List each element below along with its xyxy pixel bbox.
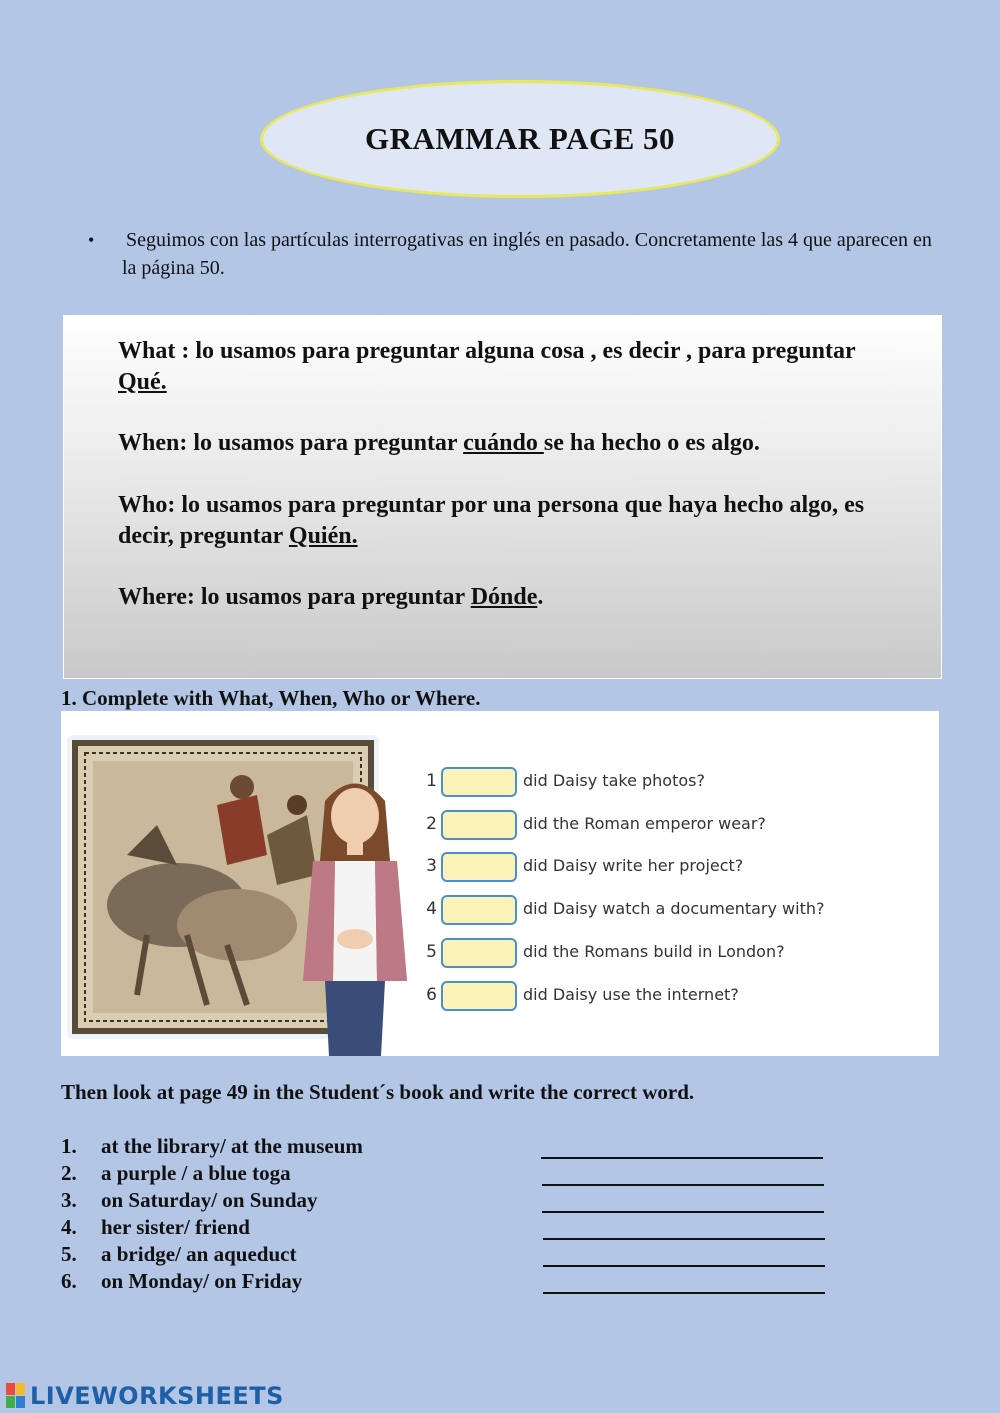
answer-input-3[interactable] [441,852,517,882]
grammar-explanation-box [63,315,942,679]
answer-input-6[interactable] [441,981,517,1011]
answer-input-1[interactable] [441,767,517,797]
keyword-que: Qué. [118,369,167,395]
exercise1-heading: 1. Complete with What, When, Who or Where. [61,686,481,710]
liveworksheets-logo-icon [6,1383,26,1409]
exercise1-panel: 1 did Daisy take photos? 2 did the Roman emperor wear? 3 did Daisy write her project? 4 did Daisy watch a documentary with? 5 did the Romans build in London? 6 did Daisy use the internet? [61,711,939,1056]
grammar-where: Where: lo usamos para preguntar Dónde. [118,584,544,610]
title-banner [260,80,780,198]
answer-line-1[interactable] [541,1157,823,1159]
keyword-quien: Quién. [288,523,358,549]
answer-line-4[interactable] [543,1238,825,1240]
answer-input-2[interactable] [441,810,517,840]
girl-student-image [295,771,415,1056]
liveworksheets-logo [6,1381,284,1411]
answer-input-4[interactable] [441,895,517,925]
grammar-when: When: lo usamos para preguntar cuándo se ha hecho o es algo. [118,430,760,456]
keyword-cuando: cuándo [463,430,544,456]
intro-paragraph [88,226,938,282]
answer-line-5[interactable] [543,1265,825,1267]
grammar-who: Who: lo usamos para preguntar por una persona que haya hecho algo, es decir, preguntar Quién. [118,492,865,549]
answer-input-5[interactable] [441,938,517,968]
answer-line-2[interactable] [542,1184,824,1186]
logo-text: LIVEWORKSHEETS [30,1382,284,1410]
exercise2-instruction: Then look at page 49 in the Student´s book and write the correct word. [61,1080,695,1104]
page-title: GRAMMAR PAGE 50 [365,121,675,156]
keyword-donde: Dónde [470,584,538,610]
bullet-icon: • [88,230,95,250]
grammar-what: What : lo usamos para preguntar alguna cosa , es decir , para preguntar Qué. [118,338,856,395]
intro-text: Seguimos con las partículas interrogativas en inglés en pasado. Concretamente las 4 que aparecen en la página 50. [122,229,932,279]
answer-line-6[interactable] [543,1292,825,1294]
answer-line-3[interactable] [542,1211,824,1213]
